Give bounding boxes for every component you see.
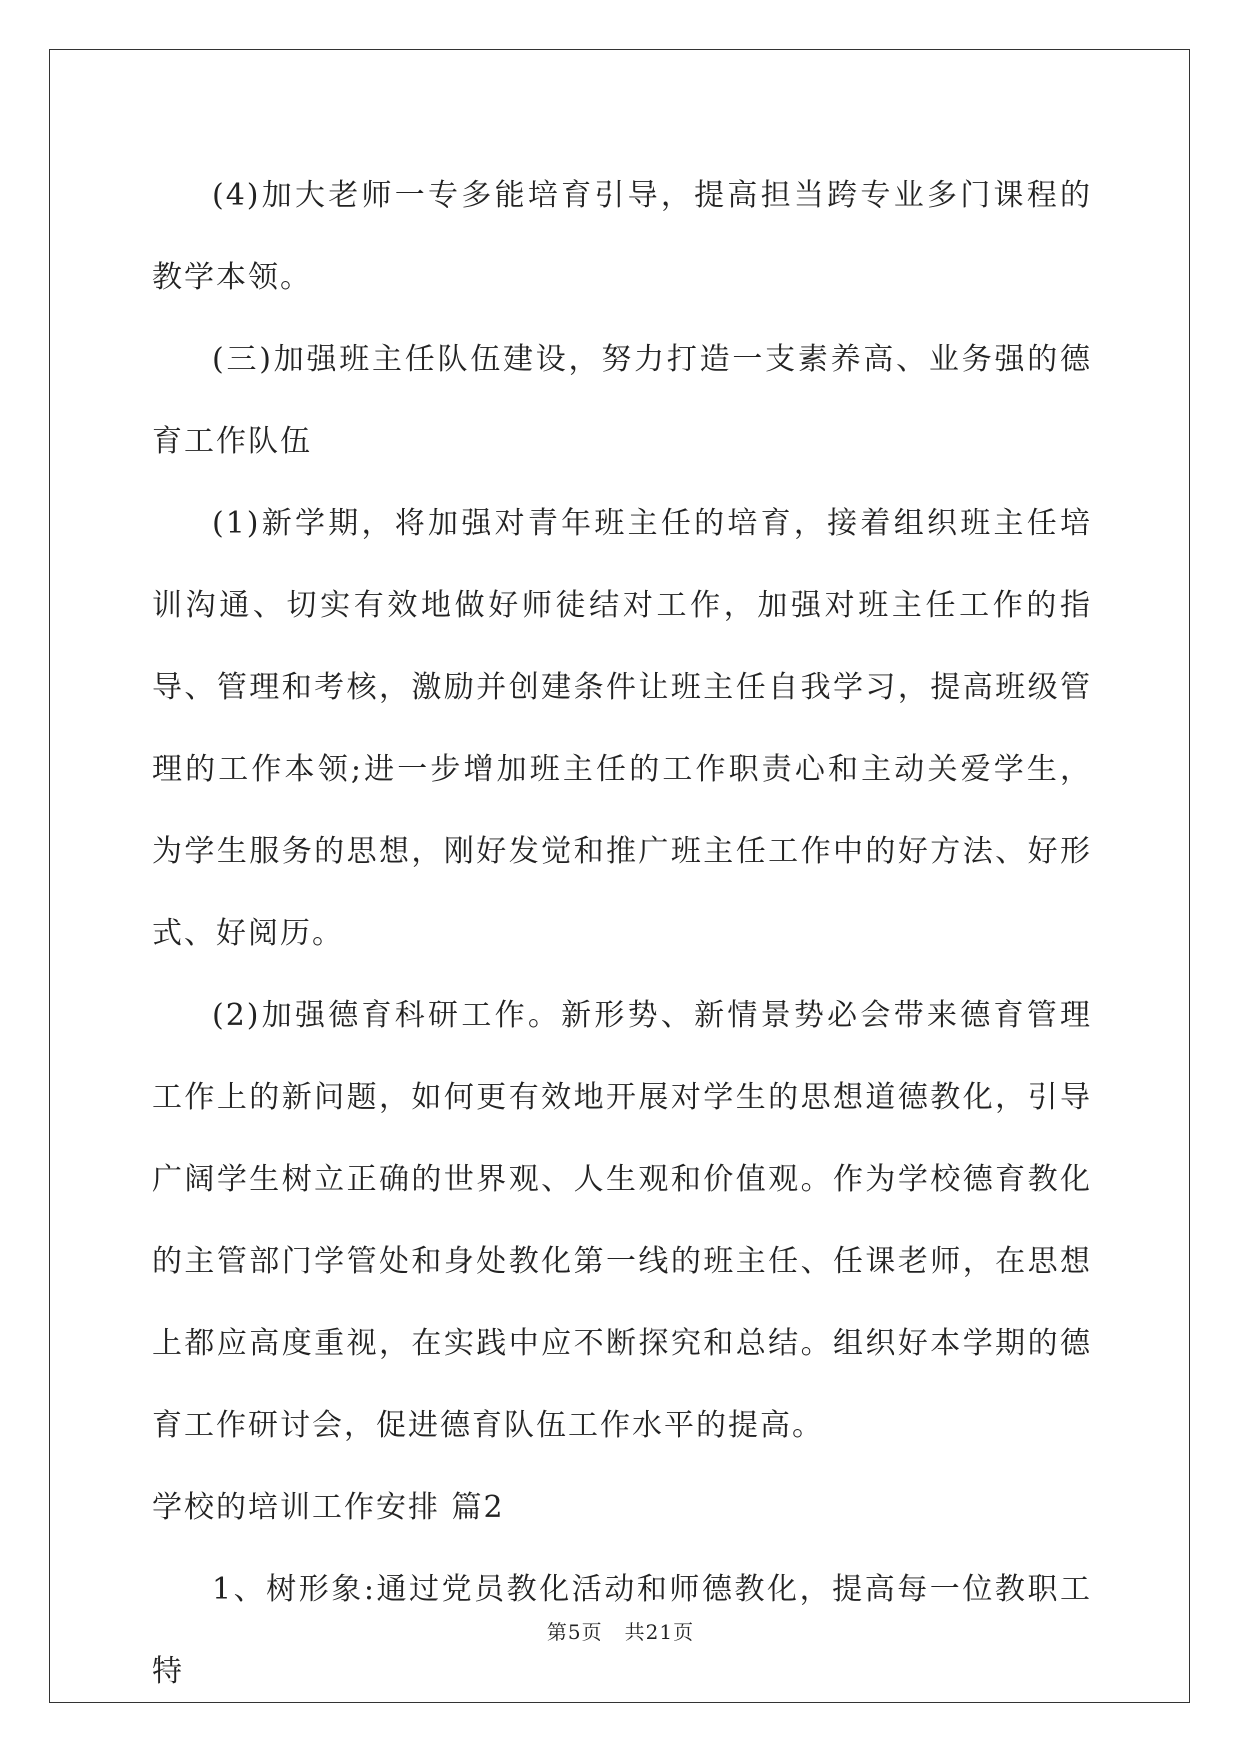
document-body: [152, 155, 1092, 1713]
paragraph-item-1: (1)新学期，将加强对青年班主任的培育，接着组织班主任培训沟通、切实有效地做好师徒结对工作，加强对班主任工作的指导、管理和考核，激励并创建条件让班主任自我学习，提高班级管理的工作本领;进一步增加班主任的工作职责心和主动关爱学生，为学生服务的思想，刚好发觉和推广班主任工作中的好方法、好形式、好阅历。: [152, 506, 1092, 951]
page-number-current: 第5页: [546, 1620, 603, 1644]
page-footer: [0, 1616, 1241, 1645]
paragraph-section-3: (三)加强班主任队伍建设，努力打造一支素养高、业务强的德育工作队伍: [152, 342, 1092, 459]
section-heading: 学校的培训工作安排 篇2: [152, 1490, 505, 1525]
list-item: 1、树形象:通过党员教化活动和师德教化，提高每一位教职工特: [152, 1572, 1092, 1689]
paragraph-item-2: (2)加强德育科研工作。新形势、新情景势必会带来德育管理工作上的新问题，如何更有效地开展对学生的思想道德教化，引导广阔学生树立正确的世界观、人生观和价值观。作为学校德育教化的主管部门学管处和身处教化第一线的班主任、任课老师，在思想上都应高度重视，在实践中应不断探究和总结。组织好本学期的德育工作研讨会，促进德育队伍工作水平的提高。: [152, 998, 1092, 1443]
paragraph-item-4: (4)加大老师一专多能培育引导，提高担当跨专业多门课程的教学本领。: [152, 178, 1092, 295]
page-number-total: 共21页: [624, 1620, 695, 1644]
